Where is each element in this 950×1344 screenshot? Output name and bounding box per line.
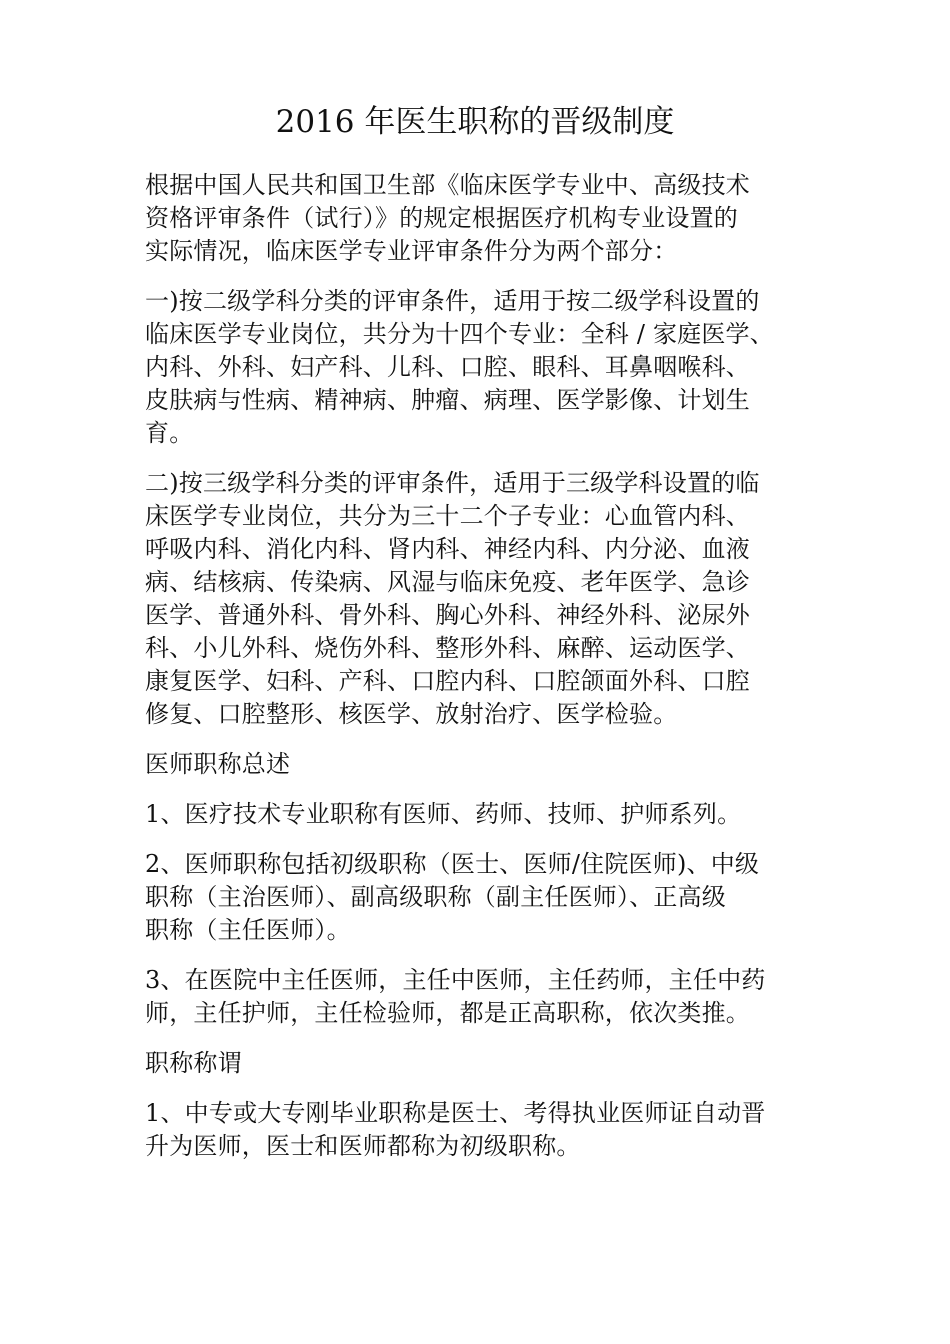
- paragraph-3-line-3: 呼吸内科、消化内科、肾内科、神经内科、内分泌、血液: [145, 535, 750, 563]
- paragraph-2-line-5: 育。: [145, 419, 194, 447]
- paragraph-2-line-3: 内科、外科、妇产科、儿科、口腔、眼科、耳鼻咽喉科、: [145, 353, 750, 381]
- paragraph-2-line-2: 临床医学专业岗位，共分为十四个专业：全科 / 家庭医学、: [145, 320, 774, 348]
- overview-item-2-line-2: 职称（主治医师）、副高级职称（副主任医师）、正高级: [145, 883, 726, 911]
- document-title: 2016 年医生职称的晋级制度: [275, 104, 675, 140]
- paragraph-3-line-7: 康复医学、妇科、产科、口腔内科、口腔颌面外科、口腔: [145, 667, 750, 695]
- paragraph-1-line-2: 资格评审条件（试行）》的规定根据医疗机构专业设置的: [145, 204, 738, 232]
- overview-item-3-line-1: 3、在医院中主任医师，主任中医师，主任药师，主任中药: [145, 966, 766, 994]
- paragraph-2-line-1: 一)按二级学科分类的评审条件，适用于按二级学科设置的: [145, 287, 760, 315]
- overview-item-3-line-2: 师，主任护师，主任检验师，都是正高职称，依次类推。: [145, 999, 750, 1027]
- paragraph-3-line-8: 修复、口腔整形、核医学、放射治疗、医学检验。: [145, 700, 678, 728]
- section-heading-titles: 职称称谓: [145, 1049, 242, 1077]
- paragraph-1-line-3: 实际情况，临床医学专业评审条件分为两个部分：: [145, 237, 678, 265]
- paragraph-3-line-6: 科、小儿外科、烧伤外科、整形外科、麻醉、运动医学、: [145, 634, 750, 662]
- paragraph-1-line-1: 根据中国人民共和国卫生部《临床医学专业中、高级技术: [145, 171, 750, 199]
- paragraph-3-line-5: 医学、普通外科、骨外科、胸心外科、神经外科、泌尿外: [145, 601, 750, 629]
- paragraph-3-line-2: 床医学专业岗位，共分为三十二个子专业：心血管内科、: [145, 502, 750, 530]
- titles-item-1-line-2: 升为医师，医士和医师都称为初级职称。: [145, 1132, 581, 1160]
- overview-item-2-line-1: 2、医师职称包括初级职称（医士、医师/住院医师)、中级: [145, 850, 760, 878]
- section-heading-overview: 医师职称总述: [145, 750, 291, 778]
- overview-item-1-line-1: 1、医疗技术专业职称有医师、药师、技师、护师系列。: [145, 800, 742, 828]
- paragraph-2-line-4: 皮肤病与性病、精神病、肿瘤、病理、医学影像、计划生: [145, 386, 750, 414]
- paragraph-3-line-4: 病、结核病、传染病、风湿与临床免疫、老年医学、急诊: [145, 568, 750, 596]
- titles-item-1-line-1: 1、中专或大专刚毕业职称是医士、考得执业医师证自动晋: [145, 1099, 766, 1127]
- overview-item-2-line-3: 职称（主任医师）。: [145, 916, 351, 944]
- paragraph-3-line-1: 二)按三级学科分类的评审条件，适用于三级学科设置的临: [145, 469, 760, 497]
